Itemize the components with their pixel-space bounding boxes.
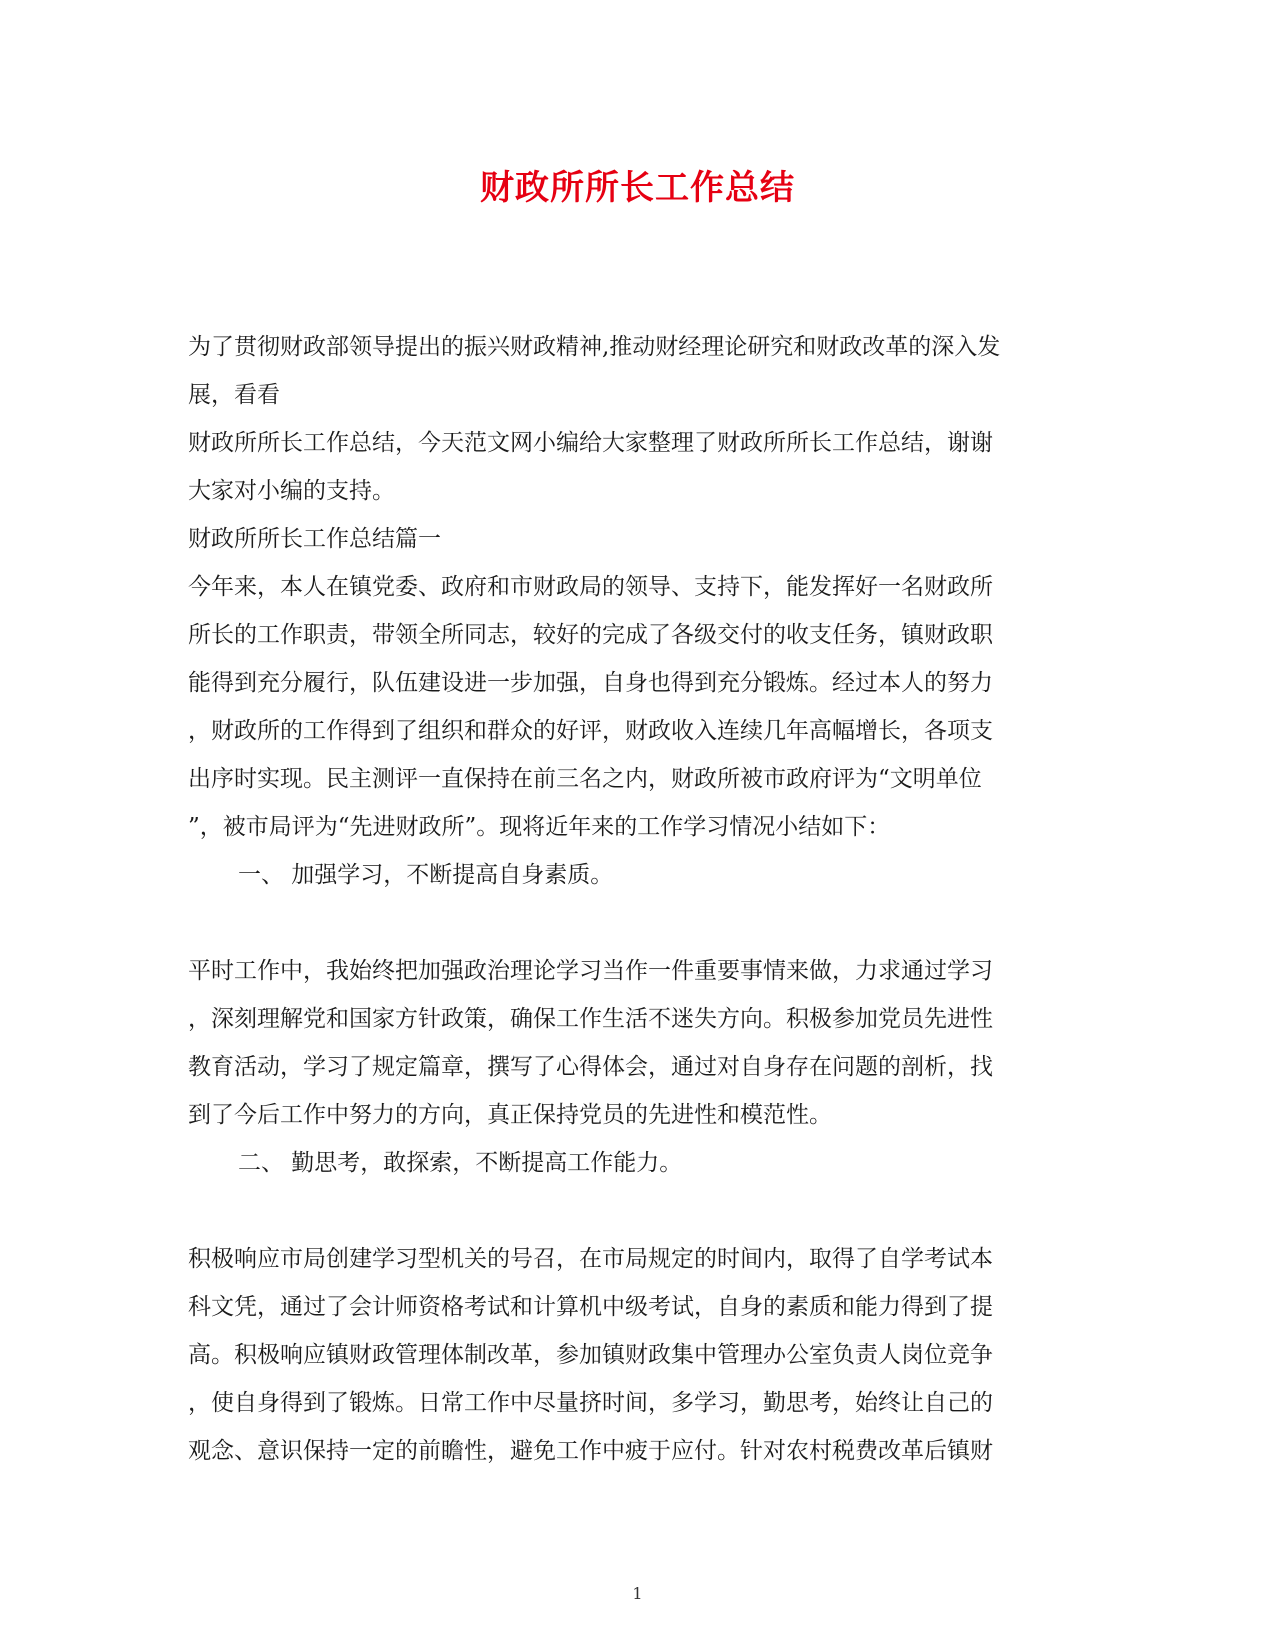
text-line: ，深刻理解党和国家方针政策，确保工作生活不迷失方向。积极参加党员先进性 (188, 1006, 993, 1032)
document-body (188, 323, 1068, 1475)
text-line: ”，被市局评为“先进财政所”。现将近年来的工作学习情况小结如下： (188, 814, 891, 840)
text-line: 到了今后工作中努力的方向，真正保持党员的先进性和模范性。 (188, 1102, 832, 1128)
paragraph-gap (188, 1187, 1068, 1235)
text-line: 能得到充分履行，队伍建设进一步加强，自身也得到充分锻炼。经过本人的努力 (188, 670, 993, 696)
text-line: 高。积极响应镇财政管理体制改革，参加镇财政集中管理办公室负责人岗位竞争 (188, 1342, 993, 1368)
text-line: 教育活动，学习了规定篇章，撰写了心得体会，通过对自身存在问题的剖析，找 (188, 1054, 993, 1080)
text-line: 展，看看 (188, 382, 280, 408)
subsection-heading: 一、 加强学习，不断提高自身素质。 (238, 862, 614, 888)
subsection-heading: 二、 勤思考，敢探索，不断提高工作能力。 (238, 1150, 683, 1176)
text-line: 财政所所长工作总结，今天范文网小编给大家整理了财政所所长工作总结，谢谢 (188, 430, 993, 456)
section-heading: 财政所所长工作总结篇一 (188, 526, 441, 552)
text-line: ，使自身得到了锻炼。日常工作中尽量挤时间，多学习，勤思考，始终让自己的 (188, 1390, 993, 1416)
text-line: 观念、意识保持一定的前瞻性，避免工作中疲于应付。针对农村税费改革后镇财 (188, 1438, 993, 1464)
text-line: 大家对小编的支持。 (188, 478, 395, 504)
text-line: 今年来，本人在镇党委、政府和市财政局的领导、支持下，能发挥好一名财政所 (188, 574, 993, 600)
text-line: 科文凭，通过了会计师资格考试和计算机中级考试，自身的素质和能力得到了提 (188, 1294, 993, 1320)
text-line: ，财政所的工作得到了组织和群众的好评，财政收入连续几年高幅增长，各项支 (188, 718, 993, 744)
document-title: 财政所所长工作总结 (480, 168, 795, 208)
text-line: 出序时实现。民主测评一直保持在前三名之内，财政所被市政府评为“文明单位 (188, 766, 982, 792)
paragraph-gap (188, 899, 1068, 947)
text-line: 平时工作中，我始终把加强政治理论学习当作一件重要事情来做，力求通过学习 (188, 958, 993, 984)
text-line: 积极响应市局创建学习型机关的号召，在市局规定的时间内，取得了自学考试本 (188, 1246, 993, 1272)
page-number: 1 (632, 1584, 643, 1603)
text-line: 所长的工作职责，带领全所同志，较好的完成了各级交付的收支任务，镇财政职 (188, 622, 993, 648)
text-line: 为了贯彻财政部领导提出的振兴财政精神,推动财经理论研究和财政改革的深入发 (188, 334, 1001, 360)
